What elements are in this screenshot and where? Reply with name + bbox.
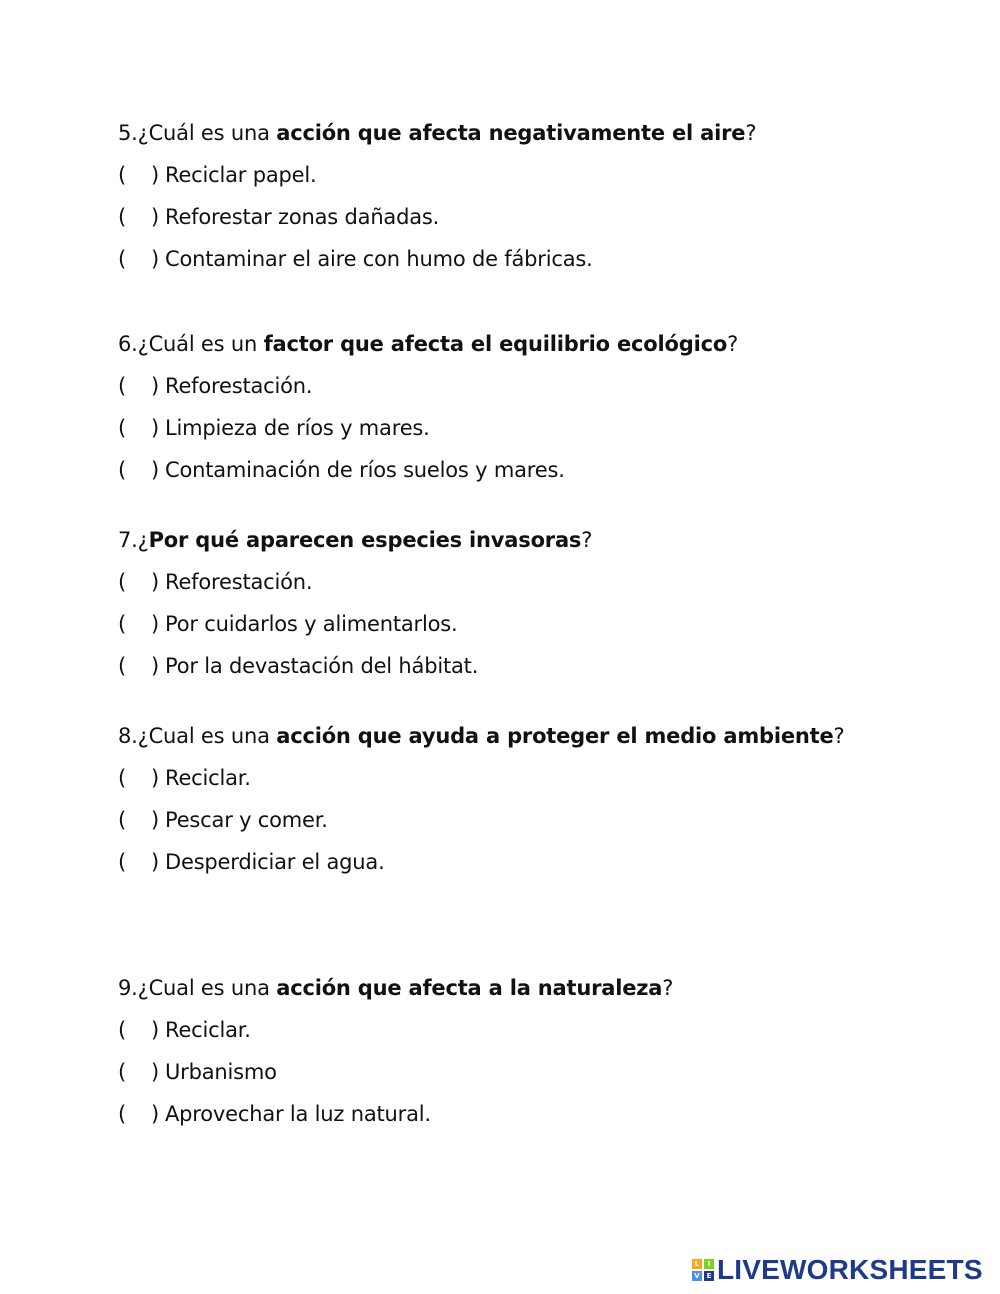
option-text: Pescar y comer. (165, 808, 328, 832)
option: ( ) Contaminación de ríos suelos y mares. (118, 458, 565, 482)
option-text: Contaminar el aire con humo de fábricas. (165, 247, 593, 271)
question-6 (118, 330, 978, 484)
logo-block: E (704, 1271, 714, 1281)
option: ( ) Pescar y comer. (118, 808, 328, 832)
logo-blocks-icon (692, 1259, 714, 1281)
option: ( ) Reforestación. (118, 570, 313, 594)
option: ( ) Desperdiciar el agua. (118, 850, 385, 874)
option-text: Contaminación de ríos suelos y mares. (165, 458, 565, 482)
option: ( ) Aprovechar la luz natural. (118, 1102, 431, 1126)
option-text: Reforestación. (165, 374, 313, 398)
option-text: Urbanismo (165, 1060, 277, 1084)
option-text: Desperdiciar el agua. (165, 850, 385, 874)
option-text: Reforestar zonas dañadas. (165, 205, 440, 229)
option: ( ) Reciclar papel. (118, 163, 317, 187)
option: ( ) Por cuidarlos y alimentarlos. (118, 612, 458, 636)
option-text: Reciclar papel. (165, 163, 317, 187)
option-text: Por la devastación del hábitat. (165, 654, 479, 678)
question-title: 5.¿Cuál es una acción que afecta negativamente el aire? (118, 121, 757, 145)
liveworksheets-logo (692, 1254, 983, 1286)
option-text: Reciclar. (165, 766, 251, 790)
option: ( ) Por la devastación del hábitat. (118, 654, 479, 678)
option-text: Reciclar. (165, 1018, 251, 1042)
option-text: Aprovechar la luz natural. (165, 1102, 431, 1126)
option-text: Por cuidarlos y alimentarlos. (165, 612, 458, 636)
question-title: 8.¿Cual es una acción que ayuda a proteger el medio ambiente? (118, 724, 845, 748)
logo-text: LIVEWORKSHEETS (717, 1254, 983, 1285)
question-title: 7.¿Por qué aparecen especies invasoras? (118, 528, 593, 552)
option: ( ) Reforestación. (118, 374, 313, 398)
question-8 (118, 722, 978, 876)
logo-block: I (704, 1259, 714, 1269)
question-5 (118, 119, 978, 273)
option: ( ) Reciclar. (118, 766, 251, 790)
question-9 (118, 974, 978, 1128)
option: ( ) Limpieza de ríos y mares. (118, 416, 430, 440)
option: ( ) Reforestar zonas dañadas. (118, 205, 440, 229)
question-title: 6.¿Cuál es un factor que afecta el equilibrio ecológico? (118, 332, 739, 356)
option-text: Reforestación. (165, 570, 313, 594)
question-title: 9.¿Cual es una acción que afecta a la naturaleza? (118, 976, 674, 1000)
question-7 (118, 526, 978, 680)
logo-block: L (692, 1259, 702, 1269)
option: ( ) Urbanismo (118, 1060, 277, 1084)
logo-block: V (692, 1271, 702, 1281)
option-text: Limpieza de ríos y mares. (165, 416, 430, 440)
option: ( ) Contaminar el aire con humo de fábricas. (118, 247, 593, 271)
option: ( ) Reciclar. (118, 1018, 251, 1042)
